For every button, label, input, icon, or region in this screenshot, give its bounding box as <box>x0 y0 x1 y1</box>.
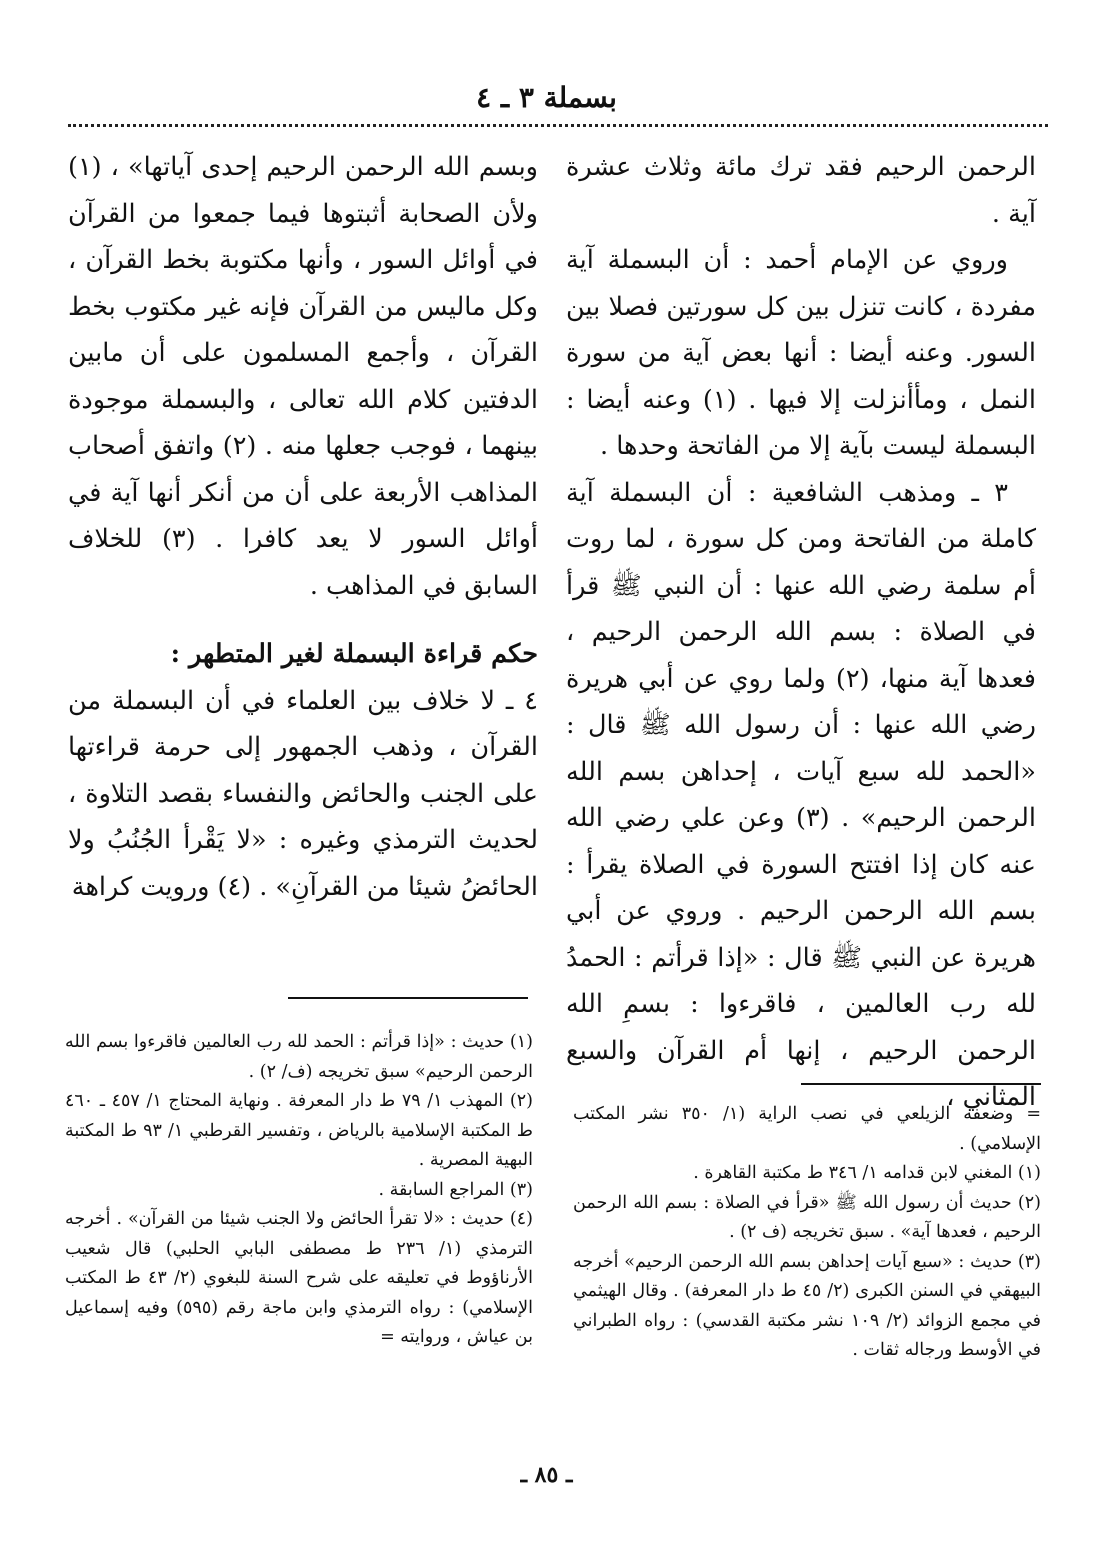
footnote-right-3: (٣) حديث : «سبع آيات إحداهن بسم الله الرحمن الرحيم» أخرجه البيهقي في السنن الكبرى (٢/ ٤٥ ط دار المعرفة) . وقال الهيثمي في مجمع الزوائد (٢/ ١٠٩ نشر مكتبة القدسي) : رواه الطبراني في الأوسط ورجاله ثقات . <box>573 1251 1041 1360</box>
footnote-right-1: (١) المغني لابن قدامه ١/ ٣٤٦ ط مكتبة القاهرة . <box>693 1163 1041 1183</box>
right-column-paragraph-shafii: ٣ ـ ومذهب الشافعية : أن البسملة آية كاملة من الفاتحة ومن كل سورة ، لما روت أم سلمة رضي الله عنها : أن النبي ﷺ قرأ في الصلاة : بسم الله الرحمن الرحيم ، فعدها آية منها، (٢) ولما روي عن أبي هريرة رضي الله عنها : أن رسول الله ﷺ قال : «الحمد لله سبع آيات ، إحداهن بسم الله الرحمن الرحيم» . (٣) وعن علي رضي الله عنه كان إذا افتتح السورة في الصلاة يقرأ : بسم الله الرحمن الرحيم . وروي عن أبي هريرة عن النبي ﷺ قال : «إذا قرأتم : الحمدُ لله رب العالمين ، فاقرءوا : بسمِ الله الرحمن الرحيم ، إنها أم القرآن والسبع المثاني ، <box>566 477 1036 1112</box>
footnote-left-4: (٤) حديث : «لا تقرأ الحائض ولا الجنب شيئا من القرآن» . أخرجه الترمذي (١/ ٢٣٦ ط مصطفى البابي الحلبي) قال شعيب الأرناؤوط في تعليقه على شرح السنة للبغوي (٢/ ٤٣ ط المكتب الإسلامي) : رواه الترمذي وابن ماجة رقم (٥٩٥) وفيه إسماعيل بن عياش ، وروايته = <box>65 1209 533 1347</box>
section-heading: حكم قراءة البسملة لغير المتطهر : <box>170 639 538 669</box>
right-column-paragraph-ahmad: وروي عن الإمام أحمد : أن البسملة آية مفردة ، كانت تنزل بين كل سورتين فصلا بين السور. وعنه أيضا : أنها بعض آية من سورة النمل ، ومأأنزلت إلا فيها . (١) وعنه أيضا : البسملة ليست بآية إلا من الفاتحة وحدها . <box>566 245 1036 461</box>
right-column-line-1: الرحمن الرحيم فقد ترك مائة وثلاث عشرة آية . <box>566 152 1036 229</box>
right-text-column <box>566 144 1036 1121</box>
page-number: ـ ٨٥ ـ <box>520 1462 573 1488</box>
footnote-continuation: = وضعفه الزيلعي في نصب الراية (١/ ٣٥٠ نشر المكتب الإسلامي) . <box>573 1104 1041 1154</box>
footnotes-left <box>65 1028 533 1353</box>
footnote-left-1: (١) حديث : «إذا قرأتم : الحمد لله رب العالمين فاقرءوا بسم الله الرحمن الرحيم» سبق تخريجه (ف/ ٢) . <box>65 1032 533 1082</box>
footnote-divider-left <box>288 997 528 999</box>
footnote-divider-right <box>801 1083 1041 1085</box>
header-dotted-divider <box>68 124 1048 127</box>
left-text-column <box>68 144 538 910</box>
left-column-paragraph-1: وبسم الله الرحمن الرحيم إحدى آياتها» ، (١) ولأن الصحابة أثبتوها فيما جمعوا من القرآن في أوائل السور ، وأنها مكتوبة بخط القرآن ، وكل ماليس من القرآن فإنه غير مكتوب بخط القرآن ، وأجمع المسلمون على أن مابين الدفتين كلام الله تعالى ، والبسملة موجودة بينهما ، فوجب جعلها منه . (٢) واتفق أصحاب المذاهب الأربعة على أن من أنكر أنها آية في أوائل السور لا يعد كافرا . (٣) للخلاف السابق في المذاهب . <box>68 152 538 601</box>
footnote-left-3: (٣) المراجع السابقة . <box>378 1179 533 1200</box>
footnote-left-2: (٢) المهذب ١/ ٧٩ ط دار المعرفة . ونهاية المحتاج ١/ ٤٥٧ ـ ٤٦٠ ط المكتبة الإسلامية بالرياض ، وتفسير القرطبي ١/ ٩٣ ط المكتبة البهية المصرية . <box>65 1091 533 1170</box>
footnote-right-2: (٢) حديث أن رسول الله ﷺ «قرأ في الصلاة : بسم الله الرحمن الرحيم ، فعدها آية» . سبق تخريجه (ف ٢) . <box>573 1192 1041 1242</box>
footnotes-right <box>573 1100 1041 1366</box>
page-header-title: بسملة ٣ ـ ٤ <box>476 81 617 114</box>
left-column-paragraph-2: ٤ ـ لا خلاف بين العلماء في أن البسملة من القرآن ، وذهب الجمهور إلى حرمة قراءتها على الجنب والحائض والنفساء بقصد التلاوة ، لحديث الترمذي وغيره : «لا يَقْرأ الجُنُبُ ولا الحائضُ شيئا من القرآنِ» . (٤) ورويت كراهة <box>68 685 538 902</box>
